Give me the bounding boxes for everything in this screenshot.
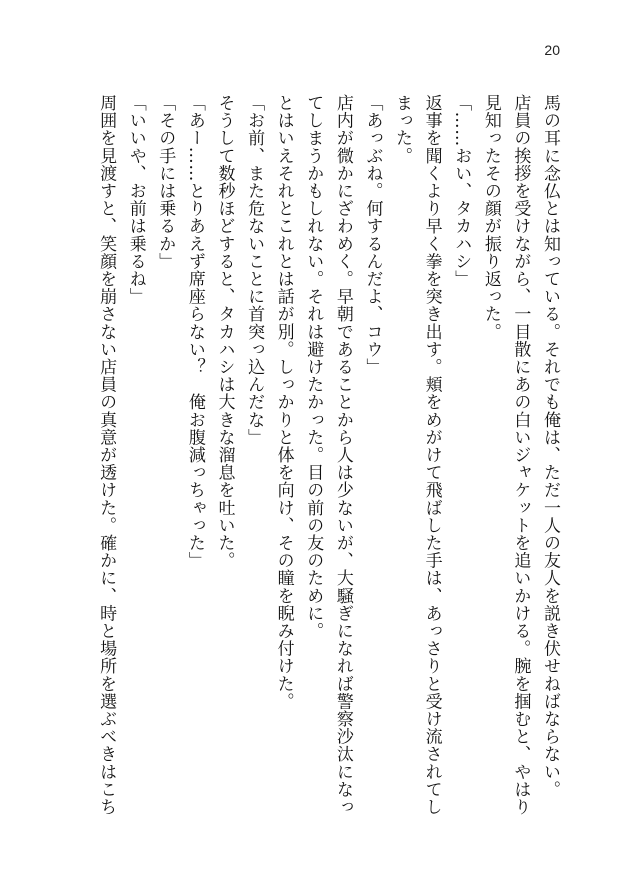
text-line: 「お前、また危ないことに首突っ込んだな」 xyxy=(244,94,265,446)
text-line: そうして数秒ほどすると、タカハシは大きな溜息を吐いた。 xyxy=(214,94,235,570)
text-line: 馬の耳に念仏とは知っている。それでも俺は、ただ一人の友人を説き伏せねばならない。 xyxy=(540,94,560,798)
text-line: 返事を聞くより早く拳を突き出す。頬をめがけて飛ばした手は、あっさりと受け流されてし xyxy=(421,94,442,816)
text-line: 周囲を見渡すと、笑顔を崩さない店員の真意が透けた。確かに、時と場所を選ぶべきはこち xyxy=(96,94,117,816)
text-line: 「……おい、タカハシ」 xyxy=(451,94,472,288)
text-line: 見知ったその顔が振り返った。 xyxy=(480,94,501,341)
text-line: 「あー……とりあえず席座らない？ 俺お腹減っちゃった」 xyxy=(184,94,205,570)
text-line: 店員の挨拶を受けながら、一目散にあの白いジャケットを追いかける。腕を掴むと、やはり xyxy=(510,94,531,816)
text-line: 店内が微かにざわめく。早朝であることから人は少ないが、大騒ぎになれば警察沙汰になっ xyxy=(332,94,353,816)
page-number: 20 xyxy=(544,42,560,58)
text-line: 「あっぶね。何するんだよ、コウ」 xyxy=(362,94,383,376)
text-line: てしまうかもしれない。それは避けたかった。目の前の友のために。 xyxy=(303,94,324,640)
text-line: まった。 xyxy=(392,94,413,165)
vertical-text-body xyxy=(91,94,565,814)
text-line: 「その手には乗るか」 xyxy=(155,94,176,270)
text-line: とはいえそれとこれとは話が別。しっかりと体を向け、その瞳を睨み付けた。 xyxy=(273,94,294,710)
text-line: 「いいや、お前は乗るね」 xyxy=(125,94,146,306)
